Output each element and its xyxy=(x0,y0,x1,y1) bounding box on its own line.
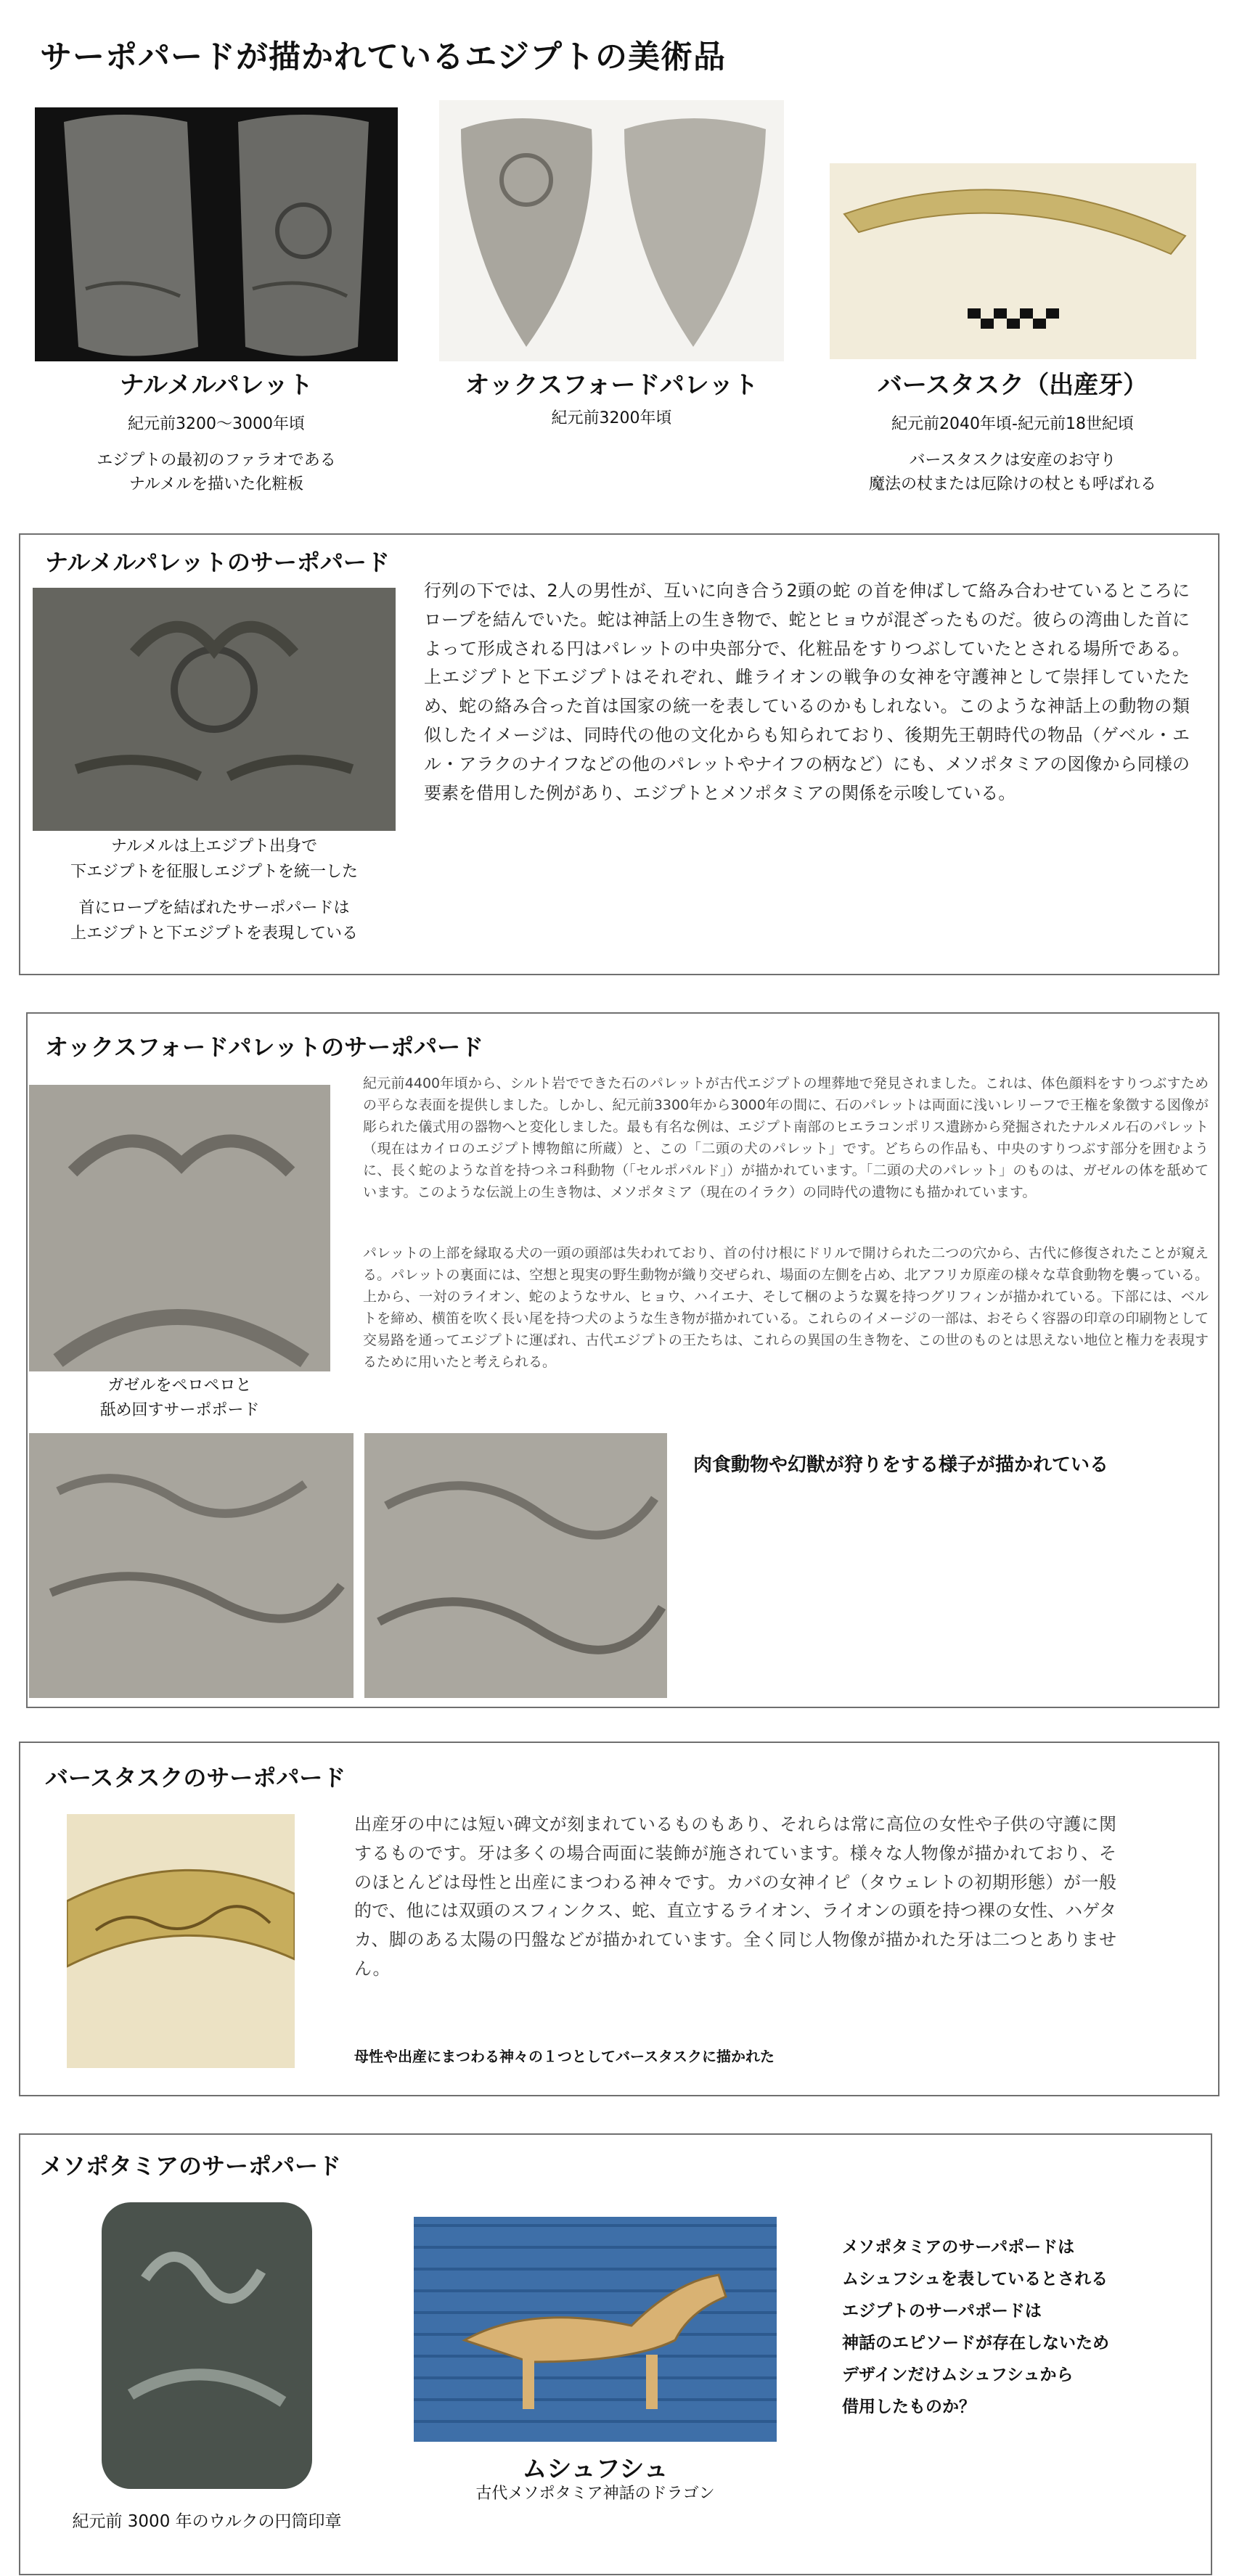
oxford-serpopard-image xyxy=(29,1085,330,1371)
narmer-caption-1a: ナルメルは上エジプト出身で xyxy=(110,837,318,856)
tusk-section-text: 出産牙の中には短い碑文が刻まれているものもあり、それらは常に高位の女性や子供の守護に関するものです。牙は多くの場合両面に装飾が施されています。様々な人物像が描かれており、そのほとんどは母性と出産にまつわる神々です。カバの女神イピ（タウェレトの初期形態）が一般的で、他には双頭のスフィンクス、蛇、直立するライオン、ライオンの頭を持つ裸の女性、ハゲタカ、脚のある太陽の円盤などが描かれています。全く同じ人物像が描かれた牙は二つとありません。 xyxy=(354,1814,1116,1980)
oxford-palette-image xyxy=(439,100,784,361)
narmer-date: 紀元前3200～3000年頃 xyxy=(128,415,305,433)
tusk-date: 紀元前2040年頃-紀元前18世紀頃 xyxy=(891,415,1134,433)
oxford-text-1: 紀元前4400年頃から、シルト岩でできた石のパレットが古代エジプトの埋葬地で発見されました。これは、体色顔料をすりつぶすための平らな表面を提供しました。しかし、紀元前3300年から3000年の間に、石のパレットは両面に浅いレリーフで王権を象徴する図像が彫られた儀式用の器物へと変化しました。最も有名な例は、エジプト南部のヒエラコンポリス遺跡から発掘されたナルメル石のパレット（現在はカイロのエジプト博物館に所蔵）と、この「二頭の犬のパレット」です。どちらの作品も、中央のすりつぶす部分を囲むように、長く蛇のような首を持つネコ科動物（「セルポパルド」）が描かれています。「二頭の犬のパレット」のものは、ガゼルの体を舐めています。このような伝説上の生き物は、メソポタミア（現在のイラク）の同時代の遺物にも描かれています。 xyxy=(363,1075,1209,1201)
meso-note-5: デザインだけムシュフシュから xyxy=(842,2366,1074,2384)
oxford-hunt-image-2 xyxy=(364,1433,667,1698)
oxford-caption-b: 舐め回すサーポポード xyxy=(99,1401,260,1419)
uruk-cylinder-seal-image xyxy=(87,2191,327,2500)
tusk-serpopard-image xyxy=(67,1814,295,2068)
tusk-section-title: バースタスクのサーポパード xyxy=(45,1764,346,1792)
mushhushshu-desc: 古代メソポタミア神話のドラゴン xyxy=(475,2485,715,2503)
narmer-palette-image xyxy=(35,107,398,361)
narmer-caption-2a: 首にロープを結ばれたサーポパードは xyxy=(78,899,350,917)
narmer-name: ナルメルパレット xyxy=(119,371,314,400)
oxford-hunt-image-1 xyxy=(29,1433,354,1698)
oxford-name: オックスフォードパレット xyxy=(465,371,759,400)
uruk-seal-caption: 紀元前 3000 年のウルクの円筒印章 xyxy=(72,2512,342,2531)
tusk-name: バースタスク（出産牙） xyxy=(877,371,1148,400)
narmer-serpopard-image xyxy=(33,588,396,831)
narmer-section-title: ナルメルパレットのサーポパード xyxy=(45,549,390,576)
meso-note-4: 神話のエピソードが存在しないため xyxy=(842,2334,1109,2353)
oxford-section-title: オックスフォードパレットのサーポパード xyxy=(45,1033,484,1061)
meso-note-2: ムシュフシュを表しているとされる xyxy=(842,2270,1108,2289)
tusk-desc-2: 魔法の杖または厄除けの杖とも呼ばれる xyxy=(868,475,1156,493)
bes-tusk-image xyxy=(830,163,1196,359)
narmer-caption-2b: 上エジプトと下エジプトを表現している xyxy=(70,924,358,943)
meso-note-6: 借用したものか？ xyxy=(842,2397,976,2416)
mushhushshu-image xyxy=(414,2217,777,2442)
narmer-desc-1: エジプトの最初のファラオである xyxy=(97,451,336,469)
narmer-section-text: 行列の下では、2人の男性が、互いに向き合う2頭の蛇 の首を伸ばして絡み合わせているところにロープを結んでいた。蛇は神話上の生き物で、蛇とヒョウが混ざったものだ。彼らの湾曲した首によって形成される円はパレットの中央部分で、化粧品をすりつぶしていたとされる場所である。上エジプトと下エジプトはそれぞれ、雌ライオンの戦争の女神を守護神として崇拝していたため、蛇の絡み合った首は国家の統一を表しているのかもしれない。このような神話上の動物の類似したイメージは、同時代の他の文化からも知られており、後期先王朝時代の物品（ゲベル・エル・アラクのナイフなどの他のパレットやナイフの柄など）にも、メソポタミアの図像から同様の要素を借用した例があり、エジプトとメソポタミアの関係を示唆している。 xyxy=(424,581,1190,803)
narmer-desc-2: ナルメルを描いた化粧板 xyxy=(128,475,304,493)
tusk-desc-1: バースタスクは安産のお守り xyxy=(909,451,1116,469)
oxford-caption-a: ガゼルをペロペロと xyxy=(107,1377,252,1395)
mushhushshu-name: ムシュフシュ xyxy=(522,2455,669,2484)
narmer-caption-1b: 下エジプトを征服しエジプトを統一した xyxy=(70,863,358,881)
meso-note-1: メソポタミアのサーパポードは xyxy=(842,2238,1075,2257)
meso-section-title: メソポタミアのサーポパード xyxy=(40,2152,342,2180)
page-title: サーポパードが描かれているエジプトの美術品 xyxy=(40,38,726,75)
oxford-date: 紀元前3200年頃 xyxy=(551,409,672,427)
oxford-hunt-caption: 肉食動物や幻獣が狩りをする様子が描かれている xyxy=(693,1454,1109,1476)
oxford-text-2: パレットの上部を縁取る犬の一頭の頭部は失われており、首の付け根にドリルで開けられた二つの穴から、古代に修復されたことが窺える。パレットの裏面には、空想と現実の野生動物が織り交ぜられ、場面の左側を占め、北アフリカ原産の様々な草食動物を襲っている。上から、一対のライオン、蛇のようなサル、ヒョウ、ハイエナ、そして梱のような翼を持つグリフィンが描かれている。下部には、ベルトを締め、横笛を吹く長い尾を持つ犬のような生き物が描かれている。これらのイメージの一部は、おそらく容器の印章の印刷物として交易路を通ってエジプトに運ばれ、古代エジプトの王たちは、これらの異国の生き物を、この世のものとは思えない地位と権力を表現するために用いたと考えられる。 xyxy=(363,1245,1209,1371)
tusk-caption: 母性や出産にまつわる神々の１つとしてバースタスクに描かれた xyxy=(354,2048,775,2065)
meso-note-3: エジプトのサーパポードは xyxy=(842,2302,1042,2321)
